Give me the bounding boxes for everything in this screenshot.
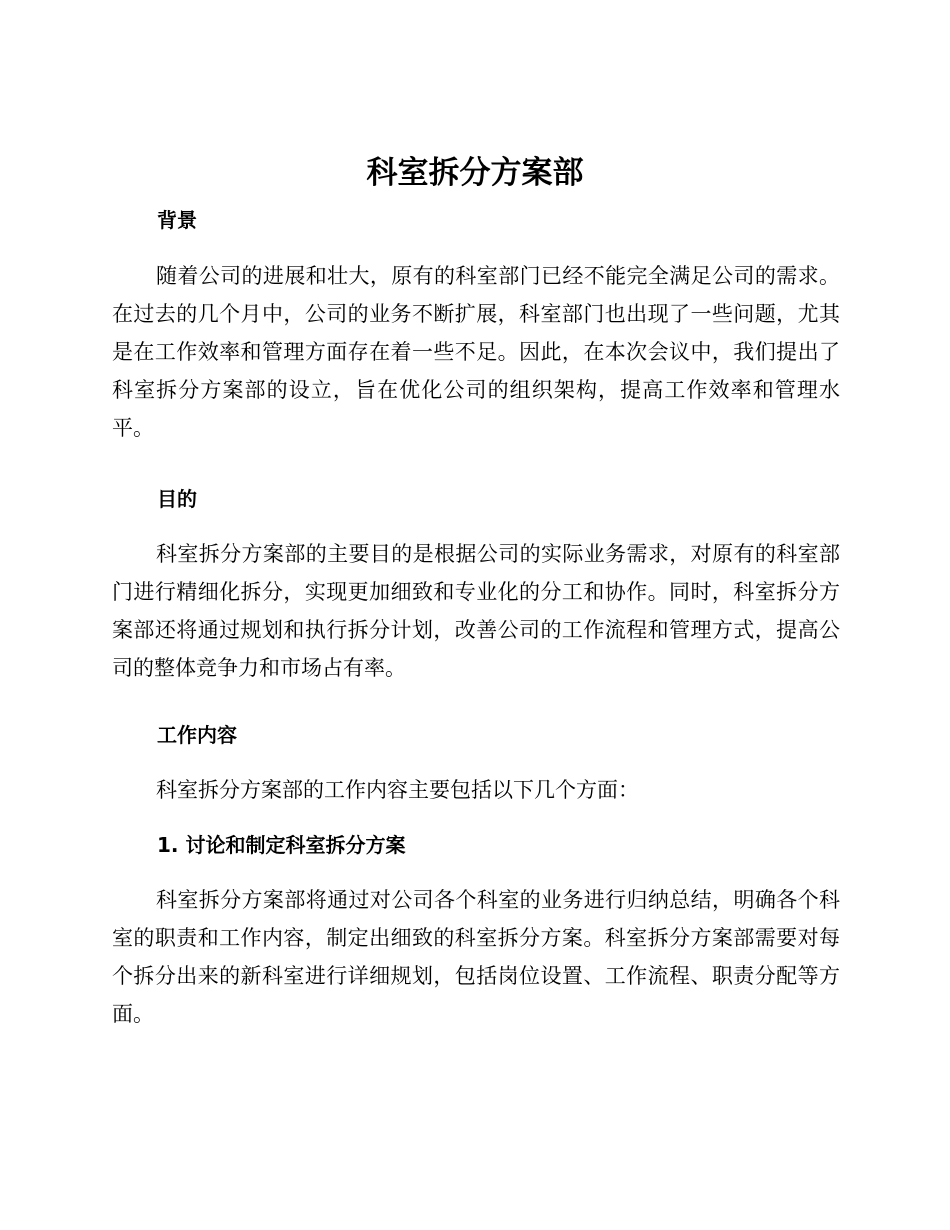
- section-heading-work-content: 工作内容: [157, 723, 237, 747]
- section-paragraph-purpose: 科室拆分方案部的主要目的是根据公司的实际业务需求，对原有的科室部门进行精细化拆分，实现更加细致和专业化的分工和协作。同时，科室拆分方案部还将通过规划和执行拆分计划，改善公司的工作流程和管理方式，提高公司的整体竞争力和市场占有率。: [112, 542, 840, 680]
- document-title: 科室拆分方案部: [366, 155, 584, 191]
- section-heading-plan: 1. 讨论和制定科室拆分方案: [157, 833, 406, 857]
- section-paragraph-background: 随着公司的进展和壮大，原有的科室部门已经不能完全满足公司的需求。在过去的几个月中，公司的业务不断扩展，科室部门也出现了一些问题，尤其是在工作效率和管理方面存在着一些不足。因此，在本次会议中，我们提出了科室拆分方案部的设立，旨在优化公司的组织架构，提高工作效率和管理水平。: [112, 264, 840, 440]
- section-heading-background: 背景: [157, 208, 197, 232]
- section-paragraph-plan: 科室拆分方案部将通过对公司各个科室的业务进行归纳总结，明确各个科室的职责和工作内容，制定出细致的科室拆分方案。科室拆分方案部需要对每个拆分出来的新科室进行详细规划，包括岗位设置、工作流程、职责分配等方面。: [112, 888, 840, 1026]
- section-paragraph-work-content: 科室拆分方案部的工作内容主要包括以下几个方面：: [156, 778, 639, 802]
- section-heading-purpose: 目的: [157, 487, 197, 511]
